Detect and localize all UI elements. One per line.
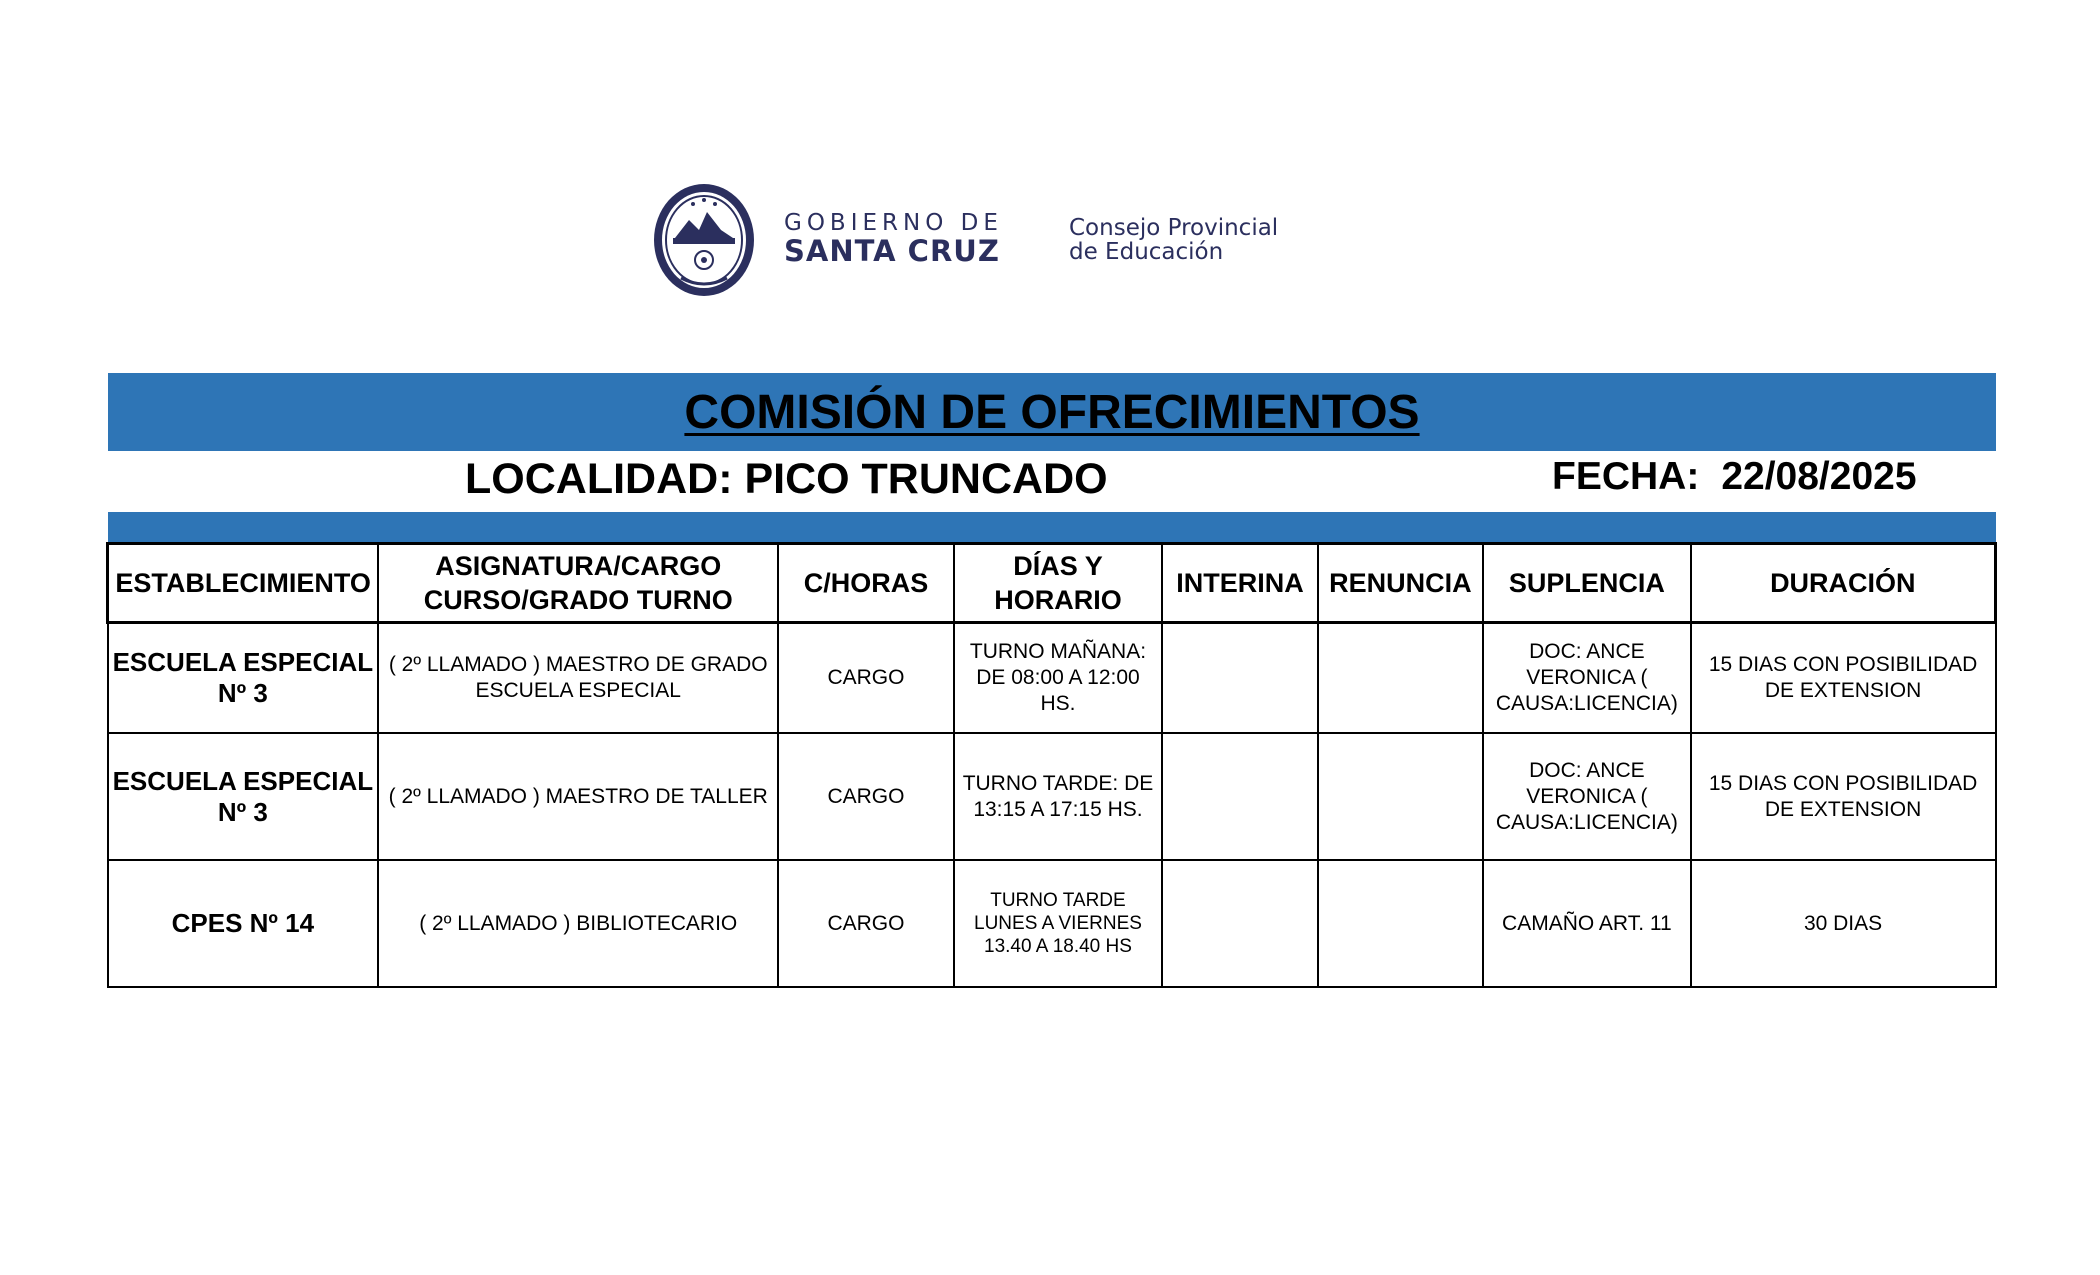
offers-table	[106, 542, 1997, 988]
council-line1: Consejo Provincial	[1069, 215, 1279, 241]
table-header-row	[108, 544, 1996, 623]
cell-duracion: 30 DIAS	[1691, 860, 1996, 987]
cell-suplencia: DOC: ANCE VERONICA ( CAUSA:LICENCIA)	[1483, 623, 1691, 734]
column-header: INTERINA	[1162, 544, 1317, 623]
logo-line1: GOBIERNO DE	[784, 210, 1003, 236]
cell-horario: TURNO MAÑANA: DE 08:00 A 12:00 HS.	[954, 623, 1163, 734]
cell-interina	[1162, 860, 1317, 987]
cell-renuncia	[1318, 860, 1483, 987]
cell-horario: TURNO TARDE LUNES A VIERNES 13.40 A 18.40 HS	[954, 860, 1163, 987]
cell-establecimiento: CPES Nº 14	[108, 860, 379, 987]
cell-interina	[1162, 623, 1317, 734]
column-header: SUPLENCIA	[1483, 544, 1691, 623]
cell-suplencia: CAMAÑO ART. 11	[1483, 860, 1691, 987]
council-line2: de Educación	[1069, 239, 1224, 265]
column-header: C/HORAS	[778, 544, 953, 623]
cell-renuncia	[1318, 733, 1483, 860]
cell-establecimiento: ESCUELA ESPECIAL Nº 3	[108, 623, 379, 734]
date-label: FECHA:	[1552, 455, 1700, 498]
council-name	[1069, 216, 1278, 264]
province-seal-icon	[651, 180, 757, 300]
column-header: ASIGNATURA/CARGO CURSO/GRADO TURNO	[378, 544, 778, 623]
cell-duracion: 15 DIAS CON POSIBILIDAD DE EXTENSION	[1691, 623, 1996, 734]
column-header: DURACIÓN	[1691, 544, 1996, 623]
date-value: 22/08/2025	[1721, 455, 1917, 498]
cell-horas: CARGO	[778, 623, 953, 734]
divider-band	[108, 512, 1996, 542]
date	[1552, 455, 1917, 499]
table-row	[108, 623, 1996, 734]
cell-establecimiento: ESCUELA ESPECIAL Nº 3	[108, 733, 379, 860]
cell-renuncia	[1318, 623, 1483, 734]
cell-interina	[1162, 733, 1317, 860]
cell-horas: CARGO	[778, 733, 953, 860]
logo-line2: SANTA CRUZ	[784, 234, 1000, 268]
title-band	[108, 373, 1996, 451]
cell-duracion: 15 DIAS CON POSIBILIDAD DE EXTENSION	[1691, 733, 1996, 860]
cell-asignatura: ( 2º LLAMADO ) BIBLIOTECARIO	[378, 860, 778, 987]
cell-horario: TURNO TARDE: DE 13:15 A 17:15 HS.	[954, 733, 1163, 860]
page-title: COMISIÓN DE OFRECIMIENTOS	[684, 385, 1420, 439]
cell-horas: CARGO	[778, 860, 953, 987]
cell-asignatura: ( 2º LLAMADO ) MAESTRO DE TALLER	[378, 733, 778, 860]
table-row	[108, 733, 1996, 860]
cell-asignatura: ( 2º LLAMADO ) MAESTRO DE GRADO ESCUELA ESPECIAL	[378, 623, 778, 734]
header-logo	[651, 176, 1301, 306]
column-header: RENUNCIA	[1318, 544, 1483, 623]
cell-suplencia: DOC: ANCE VERONICA ( CAUSA:LICENCIA)	[1483, 733, 1691, 860]
column-header: DÍAS Y HORARIO	[954, 544, 1163, 623]
table-row	[108, 860, 1996, 987]
column-header: ESTABLECIMIENTO	[108, 544, 379, 623]
locality: LOCALIDAD: PICO TRUNCADO	[465, 455, 1108, 503]
